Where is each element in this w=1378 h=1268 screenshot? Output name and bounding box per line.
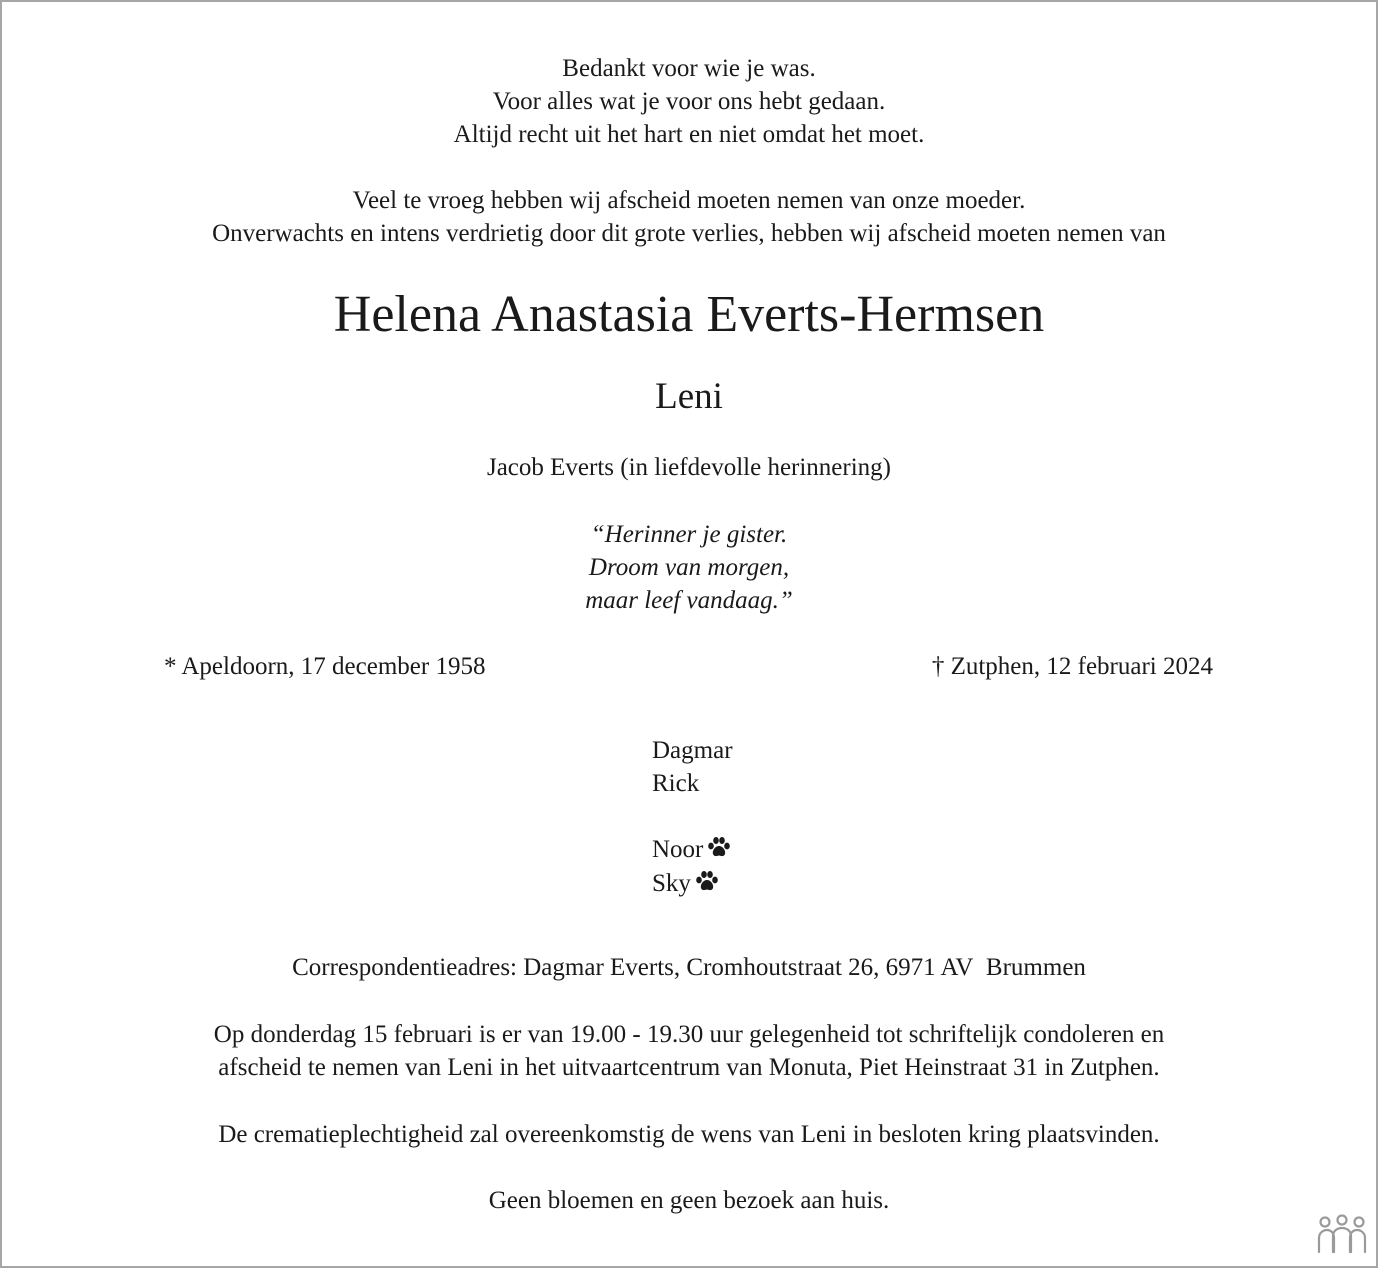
condolence-info <box>0 1018 1378 1084</box>
condolence-line: Op donderdag 15 februari is er van 19.00 - 19.30 uur gelegenheid tot schriftelijk condoleren en <box>213 1021 1165 1048</box>
deceased-full-name: Helena Anastasia Everts-Hermsen <box>333 286 1045 343</box>
condolence-line: afscheid te nemen van Leni in het uitvaartcentrum van Monuta, Piet Heinstraat 31 in Zutphen. <box>218 1054 1160 1081</box>
pet-entry <box>652 867 733 901</box>
intro-line: Veel te vroeg hebben wij afscheid moeten nemen van onze moeder. <box>352 187 1026 214</box>
opening-poem <box>0 52 1378 151</box>
pet-name: Sky <box>652 870 691 897</box>
deceased-nickname: Leni <box>655 376 723 417</box>
correspondence-address: Correspondentieadres: Dagmar Everts, Cromhoutstraat 26, 6971 AV Brummen <box>292 954 1086 981</box>
paw-print-icon <box>695 868 719 901</box>
paw-print-icon <box>707 834 731 867</box>
death-place-date: † Zutphen, 12 februari 2024 <box>931 653 1213 680</box>
poem-line: Altijd recht uit het hart en niet omdat het moet. <box>453 121 925 148</box>
poem-line: Voor alles wat je voor ons hebt gedaan. <box>492 88 886 115</box>
publisher-logo-icon <box>1316 1214 1368 1260</box>
birth-place-date: * Apeldoorn, 17 december 1958 <box>164 653 486 680</box>
quote-line: maar leef vandaag.” <box>585 587 793 614</box>
intro-line: Onverwachts en intens verdrietig door dit grote verlies, hebben wij afscheid moeten nemen van <box>212 220 1166 247</box>
quote-line: Droom van morgen, <box>588 554 790 581</box>
pet-name: Noor <box>652 836 704 863</box>
intro-text <box>0 184 1378 250</box>
pet-entry <box>652 833 733 867</box>
closing-note: Geen bloemen en geen bezoek aan huis. <box>488 1187 890 1214</box>
spouse-mention: Jacob Everts (in liefdevolle herinnering) <box>486 454 892 481</box>
relative-name: Dagmar <box>652 737 733 764</box>
relative-name: Rick <box>652 770 700 797</box>
cremation-info: De crematieplechtigheid zal overeenkomstig de wens van Leni in besloten kring plaatsvinden. <box>218 1121 1160 1148</box>
relatives-list <box>652 734 733 901</box>
quote <box>0 518 1378 617</box>
poem-line: Bedankt voor wie je was. <box>562 55 816 82</box>
quote-line: “Herinner je gister. <box>590 521 788 548</box>
